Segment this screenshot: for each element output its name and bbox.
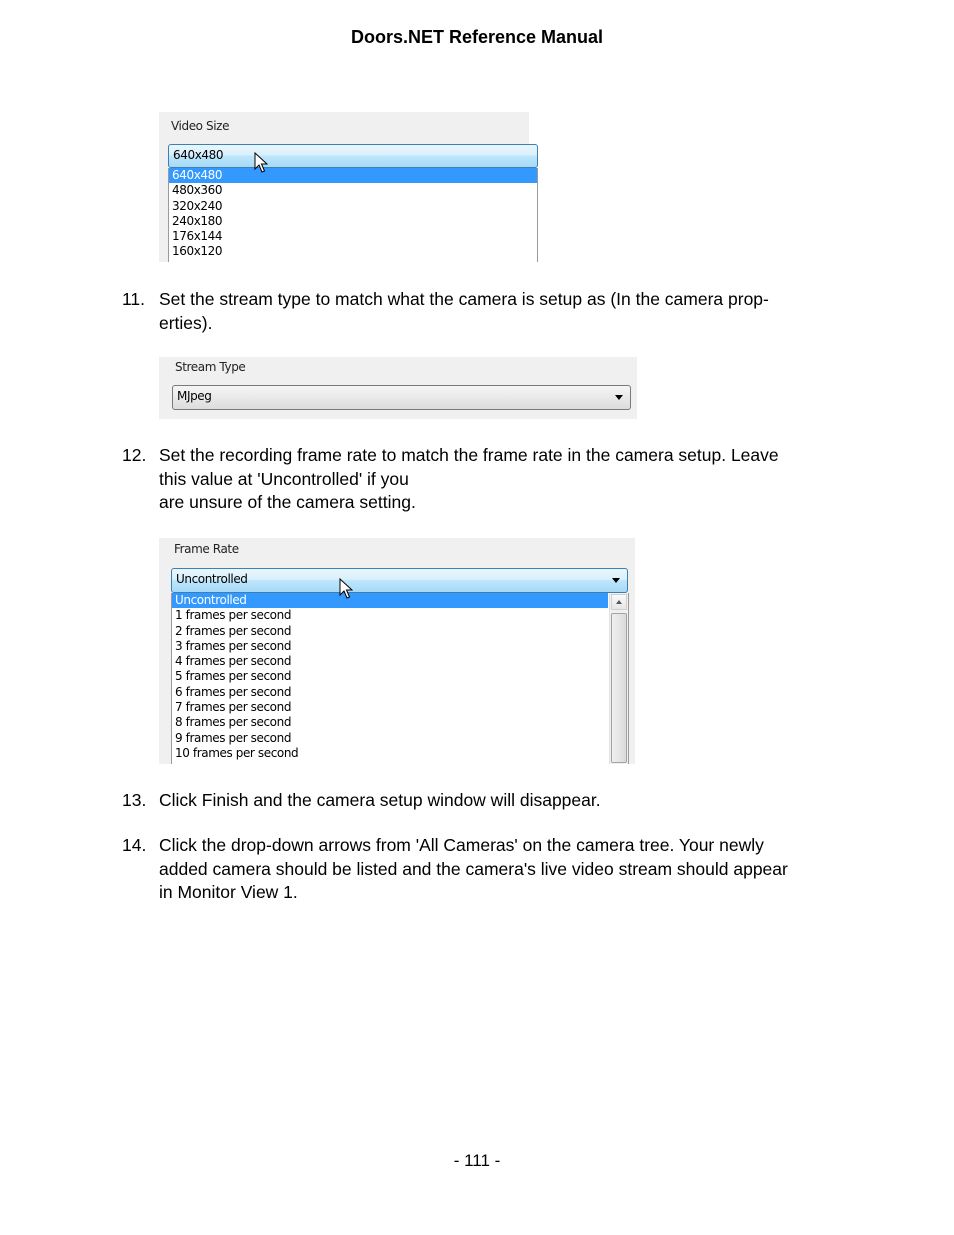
stream-type-label: Stream Type <box>175 360 246 374</box>
step-number: 11. <box>122 289 146 309</box>
step-text <box>159 288 839 335</box>
video-size-panel <box>159 112 529 262</box>
step-text <box>159 834 839 905</box>
stream-type-panel <box>159 357 637 419</box>
step-line: Set the recording frame rate to match the frame rate in the camera setup. Leave <box>159 445 779 465</box>
stream-type-dropdown[interactable] <box>172 385 631 410</box>
mouse-pointer-icon <box>339 578 353 600</box>
frame-rate-option[interactable]: 1 frames per second <box>175 608 292 623</box>
scroll-up-button[interactable] <box>611 594 627 610</box>
video-size-option[interactable]: 240x180 <box>172 213 223 228</box>
step-line: Set the stream type to match what the camera is setup as (In the camera prop- <box>159 289 769 309</box>
step-line: Click the drop-down arrows from 'All Cameras' on the camera tree. Your newly <box>159 835 764 855</box>
video-size-label: Video Size <box>171 119 230 133</box>
step-line: are unsure of the camera setting. <box>159 492 416 512</box>
frame-rate-selected-value: Uncontrolled <box>176 572 248 586</box>
step-number: 12. <box>122 445 147 465</box>
video-size-selected-value: 640x480 <box>173 148 224 162</box>
frame-rate-option[interactable]: 5 frames per second <box>175 669 292 684</box>
video-size-option[interactable]: 160x120 <box>172 244 223 259</box>
scroll-up-arrow-icon <box>616 600 622 604</box>
page-header: Doors.NET Reference Manual <box>350 27 604 47</box>
step-number: 14. <box>122 835 147 855</box>
frame-rate-option[interactable]: 9 frames per second <box>175 730 292 745</box>
step-text <box>159 789 839 813</box>
frame-rate-option[interactable]: Uncontrolled <box>172 593 608 608</box>
dropdown-arrow-icon[interactable] <box>612 578 620 583</box>
video-size-dropdown[interactable] <box>168 144 538 168</box>
step-line: added camera should be listed and the camera's live video stream should appear <box>159 858 788 879</box>
page-number: - 111 - <box>453 1151 501 1170</box>
frame-rate-option[interactable]: 3 frames per second <box>175 638 292 653</box>
step-line: erties). <box>159 312 213 333</box>
stream-type-selected-value: MJpeg <box>177 389 212 403</box>
frame-rate-options-list[interactable] <box>171 593 629 764</box>
mouse-pointer-icon <box>254 152 268 174</box>
frame-rate-option[interactable]: 10 frames per second <box>175 745 299 760</box>
video-size-option[interactable]: 480x360 <box>172 183 223 198</box>
frame-rate-option[interactable]: 8 frames per second <box>175 715 292 730</box>
video-size-option[interactable]: 640x480 <box>169 168 537 183</box>
frame-rate-option[interactable]: 4 frames per second <box>175 654 292 669</box>
video-size-options-list[interactable] <box>168 168 538 262</box>
frame-rate-option[interactable]: 7 frames per second <box>175 700 292 715</box>
step-text <box>159 444 839 515</box>
frame-rate-dropdown[interactable] <box>171 568 628 593</box>
frame-rate-label: Frame Rate <box>174 542 239 556</box>
frame-rate-option[interactable]: 2 frames per second <box>175 623 292 638</box>
dropdown-arrow-icon[interactable] <box>615 395 623 400</box>
video-size-option[interactable]: 176x144 <box>172 229 223 244</box>
step-line: in Monitor View 1. <box>159 882 298 902</box>
scroll-thumb[interactable] <box>611 613 627 763</box>
frame-rate-panel <box>159 538 635 764</box>
step-line: this value at 'Uncontrolled' if you <box>159 468 409 489</box>
step-line: Click Finish and the camera setup window will disappear. <box>159 790 601 810</box>
video-size-option[interactable]: 320x240 <box>172 198 223 213</box>
step-number: 13. <box>122 790 147 810</box>
frame-rate-option[interactable]: 6 frames per second <box>175 684 292 699</box>
frame-rate-scrollbar[interactable] <box>609 593 628 764</box>
